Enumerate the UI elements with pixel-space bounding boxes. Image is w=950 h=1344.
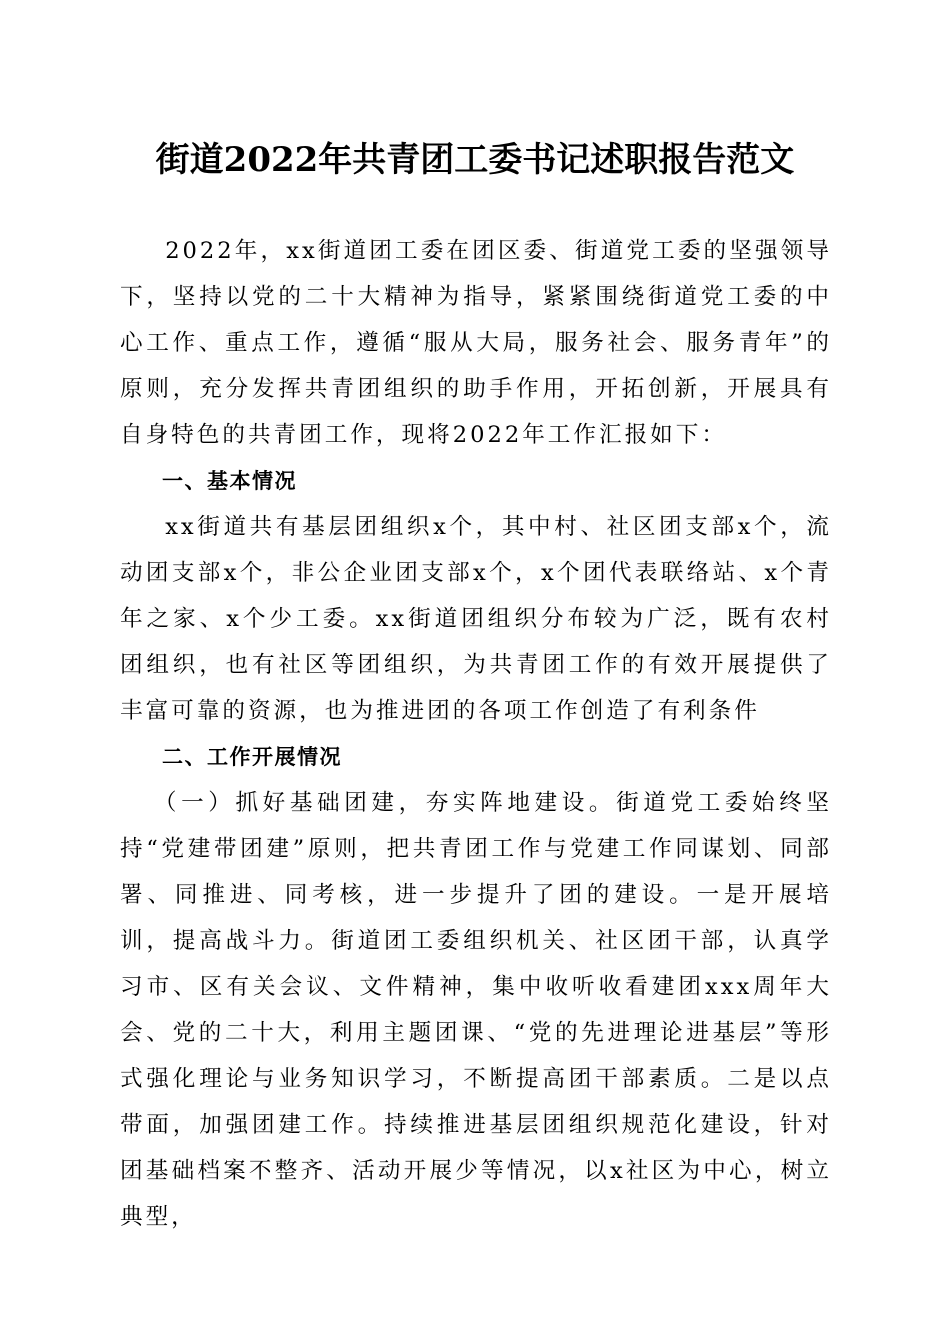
document-title: 街道2022年共青团工委书记述职报告范文	[155, 140, 795, 180]
section-heading-work-progress: 二、工作开展情况	[162, 745, 342, 769]
section-heading-basic-situation: 一、基本情况	[162, 469, 297, 493]
document-body	[120, 228, 832, 1240]
basic-situation-paragraph: xx街道共有基层团组织x个，其中村、社区团支部x个，流动团支部x个，非公企业团支部x个，x个团代表联络站、x个青年之家、x个少工委。xx街道团组织分布较为广泛，既有农村团组织，也有社区等团组织，为共青团工作的有效开展提供了丰富可靠的资源，也为推进团的各项工作创造了有利条件	[120, 514, 832, 724]
intro-paragraph: 2022年，xx街道团工委在团区委、街道党工委的坚强领导下，坚持以党的二十大精神为指导，紧紧围绕街道党工委的中心工作、重点工作，遵循“服从大局，服务社会、服务青年”的原则，充分发挥共青团组织的助手作用，开拓创新，开展具有自身特色的共青团工作，现将2022年工作汇报如下：	[120, 238, 832, 448]
work-progress-paragraph: （一）抓好基础团建，夯实阵地建设。街道党工委始终坚持“党建带团建”原则，把共青团工作与党建工作同谋划、同部署、同推进、同考核，进一步提升了团的建设。一是开展培训，提高战斗力。街道团工委组织机关、社区团干部，认真学习市、区有关会议、文件精神，集中收听收看建团xxx周年大会、党的二十大，利用主题团课、“党的先进理论进基层”等形式强化理论与业务知识学习，不断提高团干部素质。二是以点带面，加强团建工作。持续推进基层团组织规范化建设，针对团基础档案不整齐、活动开展少等情况，以x社区为中心，树立典型，	[120, 790, 832, 1230]
